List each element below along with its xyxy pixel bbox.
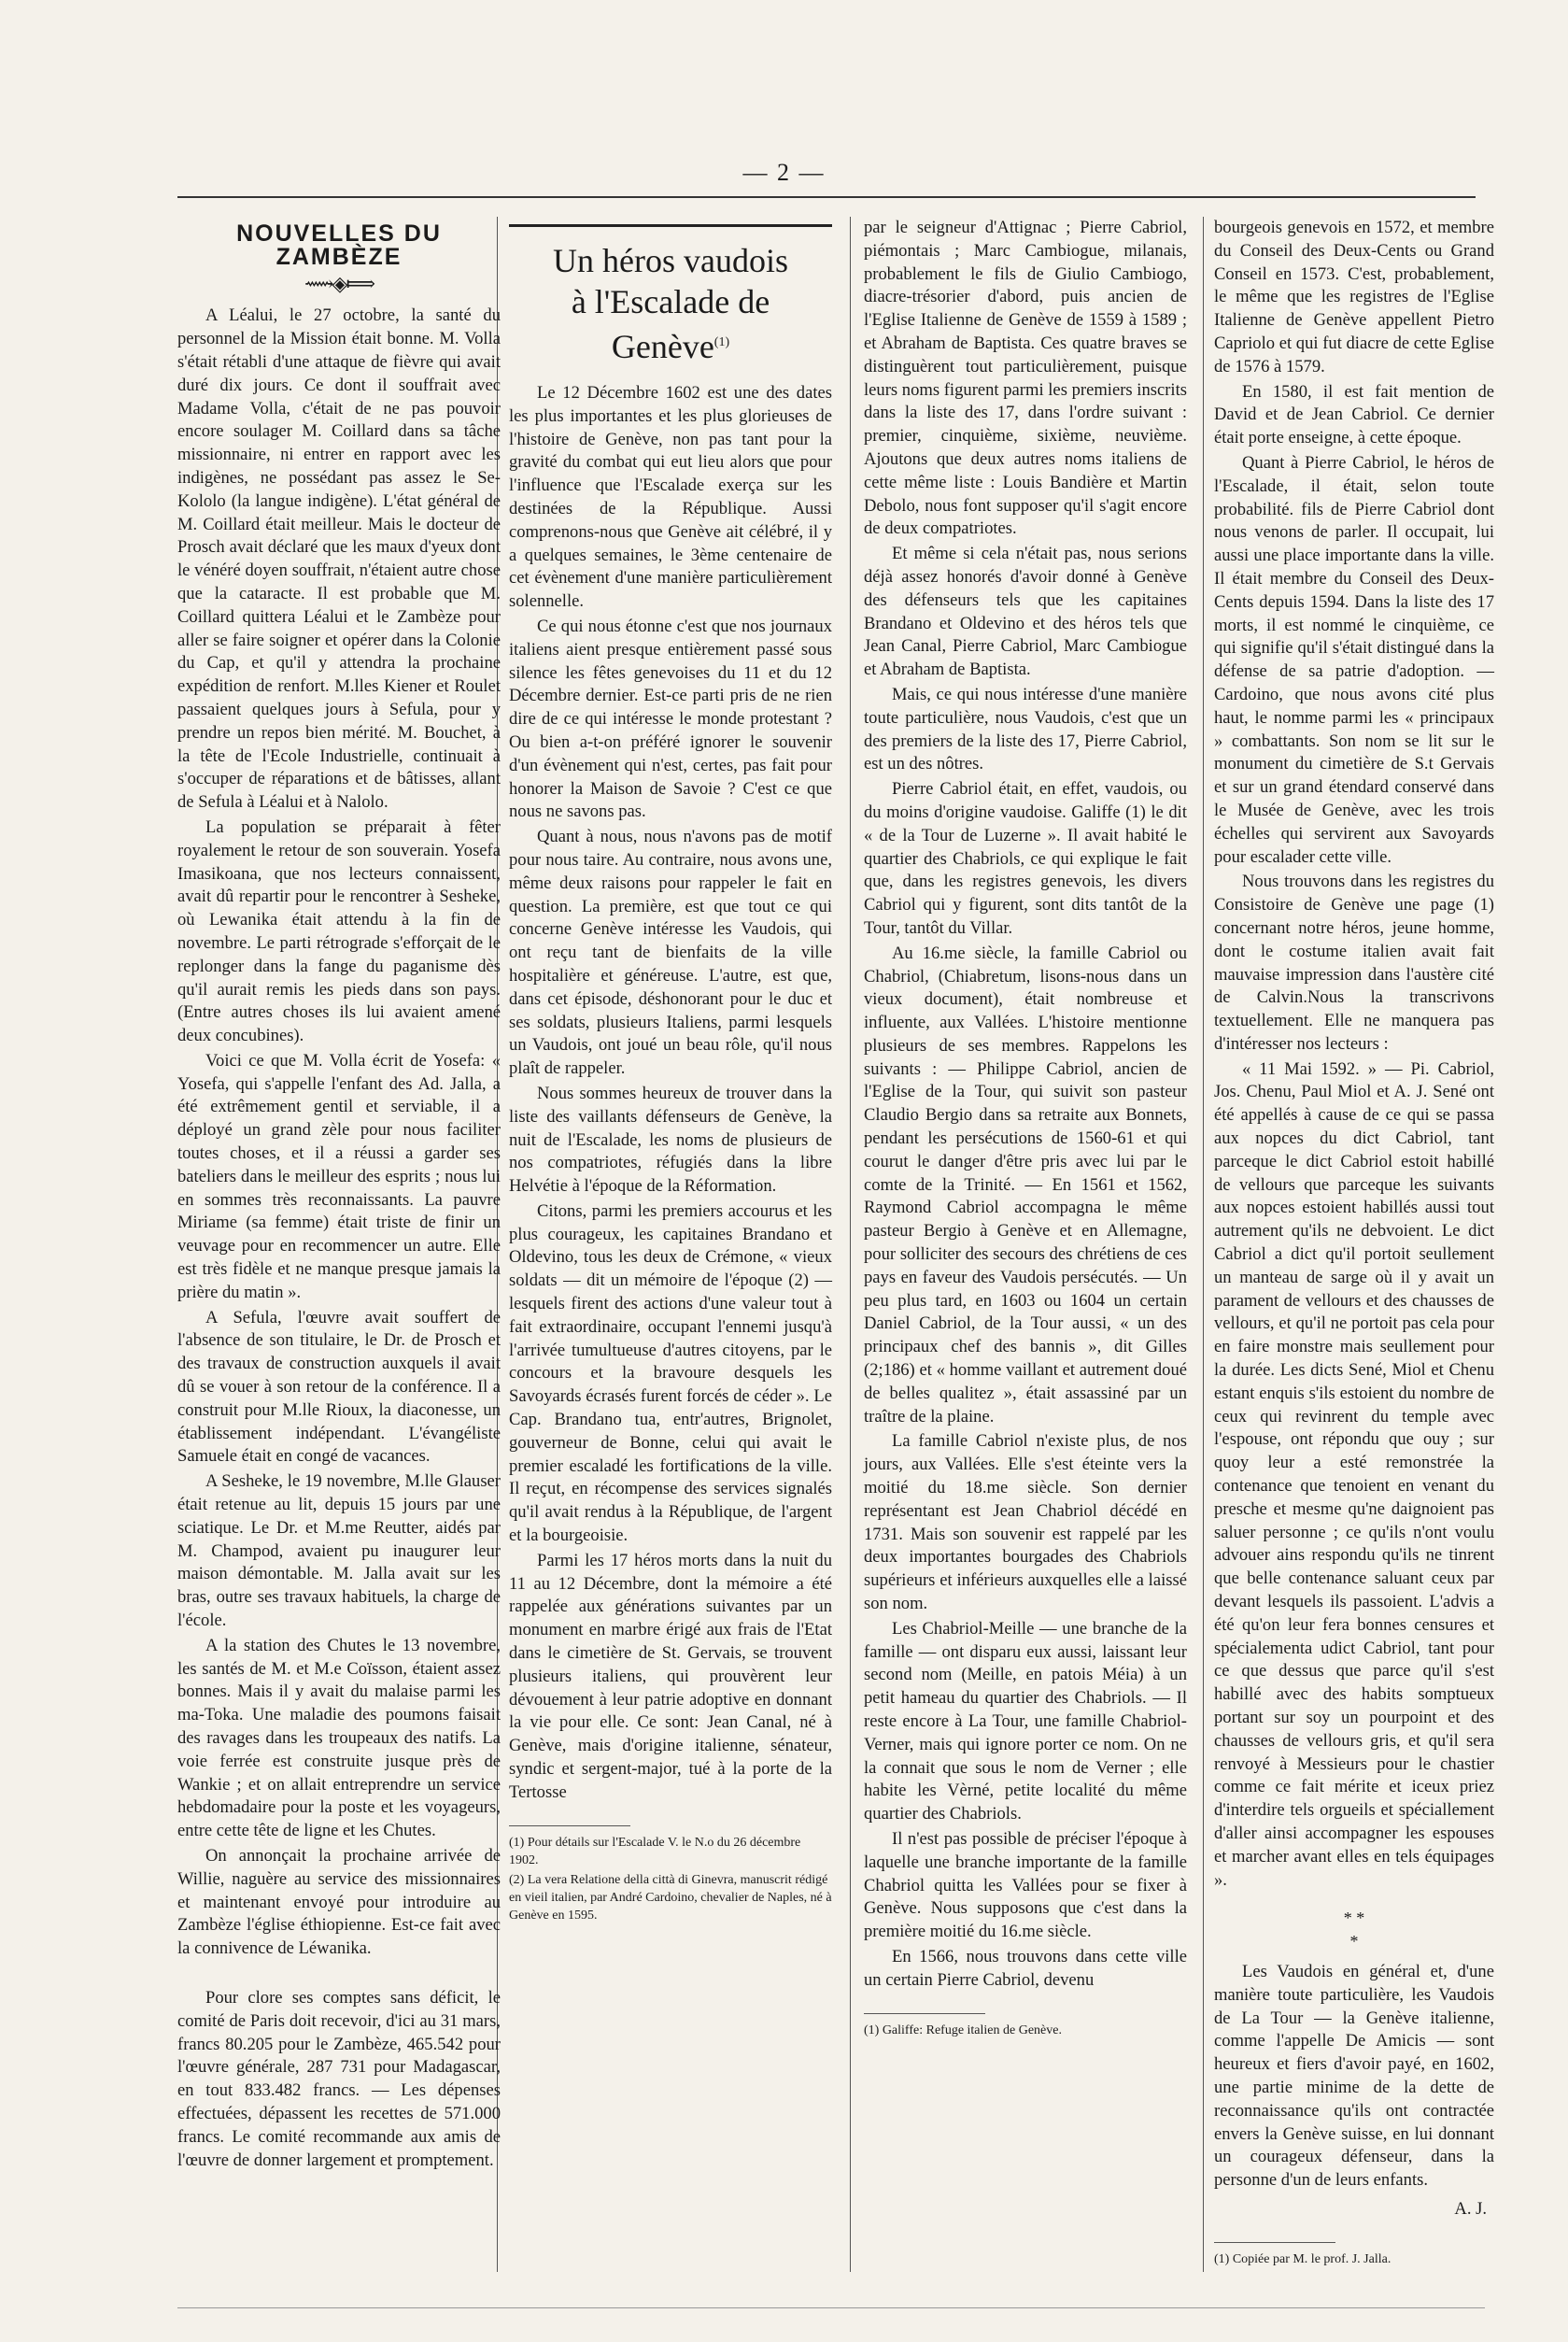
paragraph: A Sesheke, le 19 novembre, M.lle Glauser était retenue au lit, depuis 15 jours par une sciatique. Le Dr. et M.me Reutter, aidés par M. Champod, avaient pu inaugurer leur maison démontable. M. Jalla avait sur les bras, outre ses travaux habituels, la charge de l'école. [177, 1471, 501, 1631]
ornament-divider: ⟿◈⟾ [304, 271, 374, 295]
article-title [509, 240, 832, 367]
headline-zambeze: NOUVELLES DU ZAMBÈZE [236, 220, 442, 270]
column-3 [864, 217, 1187, 2041]
section-stars: * * * [1343, 1909, 1365, 1952]
paragraph: Les Chabriol-Meille — une branche de la famille — ont disparu eux aussi, laissant leur second nom (Meille, en patois Méia) à un petit hameau du quartier des Chabriols. — Il reste encore à La Tour, une famille Chabriol-Verner, mais qui ignore porter ce nom. On ne la connait que sous le nom de Verner ; elle habite les Vèrné, petite localité du même quartier des Chabriols. [864, 1618, 1187, 1824]
paragraph: Voici ce que M. Volla écrit de Yosefa: « Yosefa, qui s'appelle l'enfant des Ad. Jalla, a été extrêmement gentil et serviable, il a déployé un grand zèle pour nous faciliter toutes choses, et il a réussi a garder ses bateliers dans le meilleur des esprits ; nous lui en sommes très reconnaissants. La pauvre Miriame (sa femme) était triste de finir un veuvage pour en recommencer un autre. Elle est très fidèle et ne manque presque jamais la prière du matin ». [177, 1050, 501, 1302]
title-note: (1) [713, 335, 730, 349]
footnote-rule [864, 2013, 985, 2014]
footnote: (2) La vera Relatione della città di Ginevra, manuscrit rédigé en vieil italien, par André Cardoino, chevalier de Naples, né à Genève en 1595. [509, 1872, 832, 1923]
paragraph: En 1580, il est fait mention de David et de Jean Cabriol. Ce dernier était porte enseigne, à cette époque. [1214, 381, 1494, 448]
paragraph: Pierre Cabriol était, en effet, vaudois, ou du moins d'origine vaudoise. Galiffe (1) le dit « de la Tour de Luzerne ». Il avait habité le quartier des Chabriols, ce qui explique le fait que, dans les registres genevois, les divers Cabriol qui y figurent, sont dits tantôt de la Tour, tantôt du Villar. [864, 779, 1187, 938]
paragraph: Les Vaudois en général et, d'une manière toute particulière, les Vaudois de La Tour — la Genève italienne, comme l'appelle De Amicis — sont heureux et fiers d'avoir payé, en 1602, une partie minime de la dette de reconnaissance qu'ils ont contractée envers la Genève suisse, en lui donnant un courageux défenseur, dans la personne d'un de leurs enfants. [1214, 1961, 1494, 2191]
column-divider [1203, 217, 1204, 2272]
paragraph: Citons, parmi les premiers accourus et les plus courageux, les capitaines Brandano et Oldevino, tous les deux de Crémone, « vieux soldats — dit un mémoire de l'époque (2) — lesquels firent des actions d'une valeur tout à fait extraordinaire, occupant l'ennemi jusqu'à l'arrivée tumultueuse d'autres citoyens, par le concours et la bravoure desquels les Savoyards écrasés furent forcés de céder ». Le Cap. Brandano tua, entr'autres, Brignolet, gouverneur de Bonne, celui qui avait le premier escaladé les fortifications de la ville. Il reçut, en récompense des services signalés qu'il avait rendus à la République, de l'argent et la bourgeoisie. [509, 1200, 832, 1546]
paragraph: Pour clore ses comptes sans déficit, le comité de Paris doit recevoir, d'ici au 31 mars, francs 80.205 pour le Zambèze, 465.542 pour l'œuvre générale, 287 731 pour Madagascar, en tout 833.482 francs. — Les dépenses effectuées, dépassent les recettes de 571.000 francs. Le comité recommande aux amis de l'œuvre de donner largement et promptement. [177, 1987, 501, 2170]
footnote: (1) Pour détails sur l'Escalade V. le N.o du 26 décembre 1902. [509, 1835, 801, 1867]
paragraph: En 1566, nous trouvons dans cette ville un certain Pierre Cabriol, devenu [864, 1946, 1187, 1990]
paragraph: Il n'est pas possible de préciser l'époque à laquelle une branche importante de la famille Chabriol quitta les Vallées pour se fixer à Genève. Nous supposons que c'est dans la première moitié du 16.me siècle. [864, 1828, 1187, 1942]
paragraph: Quant à Pierre Cabriol, le héros de l'Escalade, il était, selon toute probabilité. fils de Pierre Cabriol dont nous venons de parler. Il occupait, lui aussi une place importante dans la ville. Il était membre du Conseil des Deux-Cents depuis 1594. Dans la liste des 17 morts, il est nommé le cinquième, ce qui signifie qu'il s'était distingué dans la défense de sa patrie d'adoption. — Cardoino, que nous avons cité plus haut, le nomme parmi les « principaux » combattants. Son nom se lit sur le monument du cimetière de S.t Gervais et sur un grand étendard conservé dans le Musée de Genève, avec les trois échelles qui servirent aux Savoyards pour escalader cette ville. [1214, 452, 1494, 867]
signature: A. J. [1454, 2198, 1487, 2219]
paragraph: A Léalui, le 27 octobre, la santé du personnel de la Mission était bonne. M. Volla s'était rétabli d'une attaque de fièvre qui avait duré dix jours. Ce dont il souffrait avec Madame Volla, c'était de ne pas pouvoir encore soulager M. Coillard dans sa tâche missionnaire, ni entrer en rapport avec les indigènes, ne possédant pas assez le Se-Kololo (la langue indigène). L'état général de M. Coillard était meilleur. Mais le docteur de Prosch avait déclaré que les maux d'yeux dont le vénéré doyen souffrait, n'étaient autre chose que la cataracte. Il est probable que M. Coillard quittera Léalui et le Zambèze pour aller se faire soigner et opérer dans la Colonie du Cap, et qu'il y attendra la prochaine expédition de renfort. M.lles Kiener et Roulet passaient quelques jours à Sefula, pour y prendre un repos bien mérité. M. Bouchet, à la tête de l'Ecole Industrielle, continuait à s'occuper de réparations et de bâtisses, allant de Sefula à Léalui et à Nalolo. [177, 305, 501, 813]
bottom-rule [177, 2307, 1485, 2308]
paragraph: La famille Cabriol n'existe plus, de nos jours, aux Vallées. Elle s'est éteinte vers la moitié du 18.me siècle. Son dernier représentant est Jean Chabriol décédé en 1731. Mais son souvenir est rappelé par les deux importantes bourgades des Chabriols supérieurs et inférieurs auxquelles elle a laissé son nom. [864, 1431, 1187, 1614]
paragraph: Mais, ce qui nous intéresse d'une manière toute particulière, nous Vaudois, c'est que un des premiers de la liste des 17, Pierre Cabriol, est un des nôtres. [864, 684, 1187, 774]
paragraph: Et même si cela n'était pas, nous serions déjà assez honorés d'avoir donné à Genève des défenseurs tels que les capitaines Brandano et Oldevino et des héros tels que Jean Canal, Pierre Cabriol, Marc Cambiogue et Abraham de Baptista. [864, 544, 1187, 680]
column-1 [177, 217, 501, 2174]
article-separator [509, 224, 832, 227]
footnote-rule [509, 1825, 630, 1826]
paragraph: A Sefula, l'œuvre avait souffert de l'absence de son titulaire, le Dr. de Prosch et des travaux de construction auxquels il avait dû se vouer à son retour de la conférence. Il a construit pour M.lle Rioux, la diaconesse, un établissement indépendant. L'évangéliste Samuele était en congé de vacances. [177, 1307, 501, 1467]
paragraph: Au 16.me siècle, la famille Cabriol ou Chabriol, (Chiabretum, lisons-nous dans un vieux document), était nombreuse et influente, aux Vallées. L'histoire mentionne plusieurs de ses membres. Rappelons les suivants : — Philippe Cabriol, ancien de l'Eglise de la Tour, qui suivit son pasteur Claudio Bergio dans sa retraite aux Bonnets, pendant les persécutions de 1560-61 et qui courut le danger d'être pris avec lui par le comte de la Trinité. — En 1561 et 1562, Raymond Cabriol accompagna le même pasteur Bergio à Genève et en Allemagne, pour solliciter des secours des chrétiens de ces pays en faveur des Vaudois persécutés. — Un peu plus tard, en 1603 ou 1604 un certain Daniel Cabriol, de la Tour aussi, « un des principaux chef des bannis », dit Gilles (2;186) et « homme vaillant et autrement doué de belles qualitez », était assassiné par un traître de la plaine. [864, 943, 1187, 1426]
title-line-1: Un héros vaudois [553, 242, 788, 279]
paragraph: A la station des Chutes le 13 novembre, les santés de M. et M.e Coïsson, étaient assez bonnes. Mais il y avait du malaise parmi les ma-Toka. Une maladie des poumons faisait des ravages dans les troupeaux des natifs. La voie ferrée est construite jusque près de Wankie ; et on allait entreprendre un service hebdomadaire pour la poste et les voyageurs, entre cette tête de ligne et les Chutes. [177, 1635, 501, 1841]
footnote-rule [1214, 2242, 1335, 2243]
paragraph: Ce qui nous étonne c'est que nos journaux italiens aient presque entièrement passé sous silence les fêtes genevoises du 11 et du 12 Décembre dernier. Est-ce parti pris de ne rien dire de ce qui intéresse le monde protestant ? Ou bien a-t-on préféré ignorer le souvenir d'un évènement qui n'est, certes, pas fait pour honorer la Maison de Savoie ? C'est ce que nous ne savons pas. [509, 616, 832, 822]
paragraph: Le 12 Décembre 1602 est une des dates les plus importantes et les plus glorieuses de l'histoire de Genève, non pas tant pour la gravité du combat qui eut lieu alors que pour l'influence que l'Escalade exerça sur les destinées de la République. Aussi comprenons-nous que Genève ait célébré, il y a quelques semaines, le 3ème centenaire de cet évènement d'une manière particulièrement solennelle. [509, 383, 832, 612]
column-4 [1214, 217, 1494, 2270]
column-2 [509, 217, 832, 1926]
footnote: (1) Galiffe: Refuge italien de Genève. [864, 2023, 1062, 2037]
top-rule [177, 196, 1476, 198]
paragraph: bourgeois genevois en 1572, et membre du Conseil des Deux-Cents ou Grand Conseil en 1573. C'est, probablement, le même que les registres de l'Eglise Italienne de Genève appellent Pietro Capriolo et qui fut diacre de cette Eglise de 1576 à 1579. [1214, 218, 1494, 376]
paragraph: « 11 Mai 1592. » — Pi. Cabriol, Jos. Chenu, Paul Miol et A. J. Sené ont été appellés à cause de ce qui se passa aux nopces du dict Cabriol, tant parceque le dict Cabriol estoit habillé de vellours que parceque les suivants aux nopces estoient habillés aussi tout autrement qu'ils ne debvoient. Le dict Cabriol a dict qu'il portoit seullement un manteau de sarge où il y avait un parament de vellours et des chausses de vellours, et qu'il ne portoit pas cela pour en faire monstre mais seullement pour la durée. Les dicts Sené, Miol et Chenu estant enquis s'ils estoient du nombre de ceux qui revinrent du temple avec l'espouse, ont répondu que ouy ; sur quoy leur a esté remonstrée la contenance que tenoient en venant du presche et mesme qu'ne daignoient pas saluer personne ; ce qu'ils n'ont voulu advouer ains respondu qu'ils ne tinrent que belle contenance saluant ceux par devant lesquels ils passoient. L'advis a été qu'on leur fera bonnes censures et spécialementa udict Cabriol, tant pour ce que dessus que parce qu'il s'est habillé avec des habits somptueux portant sur soy un pourpoint et des chausses de vellours gris, et qu'il sera renvoyé à Messieurs pour le chastier comme ce fait mérite et iceux priez d'interdire tels orgueils et spéciallement d'aller ainsi accompagner les espouses et marcher avant elles en tels équipages ». [1214, 1058, 1494, 1890]
paragraph: La population se préparait à fêter royalement le retour de son souverain. Yosefa Imasikoana, que nos lecteurs connaissent, avait dû repartir pour le rencontrer à Sesheke, où Lewanika était attendu à la fin de novembre. Le parti rétrograde s'efforçait de le replonger dans la fange du paganisme dès qu'il aurait remis les pieds dans son pays. (Entre autres choses ils lui avaient amené deux concubines). [177, 816, 501, 1046]
footnote: (1) Copiée par M. le prof. J. Jalla. [1214, 2251, 1391, 2266]
paragraph: Quant à nous, nous n'avons pas de motif pour nous taire. Au contraire, nous avons une, même deux raisons pour rappeler le fait en question. La première, est que tout ce qui concerne Genève intéresse les Vaudois, qui ont reçu tant de bienfaits de la ville hospitalière et généreuse. L'autre, est que, dans cet épisode, déshonorant pour le duc et ses soldats, plusieurs Italiens, parmi lesquels un Vaudois, ont joué un beau rôle, qu'il nous plaît de rappeler. [509, 827, 832, 1079]
page-number: — 2 — [742, 159, 826, 186]
paragraph: Nous sommes heureux de trouver dans la liste des vaillants défenseurs de Genève, la nuit de l'Escalade, les noms de plusieurs de nos compatriotes, réfugiés dans la libre Helvétie à l'époque de la Réformation. [509, 1083, 832, 1197]
column-divider [850, 217, 851, 2272]
paragraph: par le seigneur d'Attignac ; Pierre Cabriol, piémontais ; Marc Cambiogue, milanais, probablement le fils de Giulio Cambiogo, diacre-trésorier d'abord, puis ancien de l'Eglise Italienne de Genève de 1559 à 1589 ; et Abraham de Baptista. Ces quatre braves se distinguèrent tout particulièrement, puisque leurs noms figurent parmi les premiers inscrits dans la liste des 17, dans l'ordre suivant : premier, cinquième, sixième, neuvième. Ajoutons que deux autres noms italiens de cette même liste : Louis Bandière et Martin Debolo, nous font supposer qu'il s'agit encore de deux compatriotes. [864, 218, 1187, 539]
paragraph: Nous trouvons dans les registres du Consistoire de Genève une page (1) concernant notre héros, jeune homme, dont le costume italien avait fait mauvaise impression dans l'austère cité de Calvin.Nous la transcrivons textuellement. Elle ne manquera pas d'intéresser nos lecteurs : [1214, 872, 1494, 1054]
paragraph: On annonçait la prochaine arrivée de Willie, naguère au service des missionnaires et maintenant envoyé pour introduire au Zambèze l'église éthiopienne. Est-ce fait avec la connivence de Léwanika. [177, 1845, 501, 1959]
title-line-2: à l'Escalade de Genève [571, 283, 770, 365]
paragraph: Parmi les 17 héros morts dans la nuit du 11 au 12 Décembre, dont la mémoire a été rappelée aux générations suivantes par un monument en marbre érigé aux frais de l'Etat dans le cimetière de St. Gervais, se trouvent plusieurs italiens, qui prouvèrent leur dévouement à leur patrie adoptive en donnant la vie pour elle. Ce sont: Jean Canal, né à Genève, mais d'origine italienne, sénateur, syndic et sergent-major, tué à la porte de la Tertosse [509, 1550, 832, 1802]
